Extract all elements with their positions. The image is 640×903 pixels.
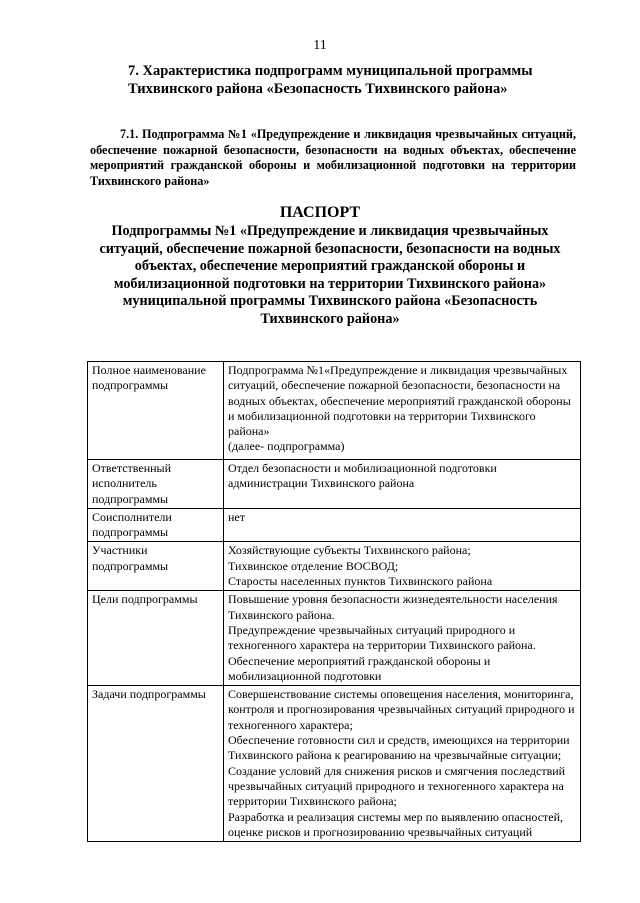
table-row bbox=[88, 686, 581, 842]
table-row bbox=[88, 460, 581, 509]
content-line: Создание условий для снижения рисков и смягчения последствий чрезвычайных ситуаций природного и техногенного характера на территории Тихвинского района; bbox=[228, 763, 566, 809]
content-line: Старосты населенных пунктов Тихвинского района bbox=[228, 574, 493, 589]
row-content bbox=[224, 591, 581, 686]
page-number: 11 bbox=[313, 38, 327, 53]
content-line: Хозяйствующие субъекты Тихвинского района; bbox=[228, 543, 471, 558]
content-line: Подпрограмма №1«Предупреждение и ликвидация чрезвычайных ситуаций, обеспечение пожарной безопасности, безопасности на водных объектах, обеспечение мероприятий гражданской обороны и мобилизационной подготовки на территории Тихвинского района» bbox=[228, 363, 571, 439]
row-label: Задачи подпрограммы bbox=[88, 686, 224, 842]
passport-table bbox=[87, 361, 581, 842]
passport-subtitle: Подпрограммы №1 «Предупреждение и ликвидация чрезвычайных ситуаций, обеспечение пожарной безопасности, безопасности на водных объектах, обеспечение мероприятий гражданской обороны и мобилизационной подготовки на территории Тихвинского района» муниципальной программы Тихвинского района «Безопасность Тихвинского района» bbox=[99, 223, 561, 327]
content-line: Обеспечение готовности сил и средств, имеющихся на территории Тихвинского района к реагированию на чрезвычайные ситуации; bbox=[228, 733, 570, 763]
row-label: Участники подпрограммы bbox=[88, 542, 224, 591]
table-row bbox=[88, 591, 581, 686]
row-label: Ответственный исполнитель подпрограммы bbox=[88, 460, 224, 509]
row-content bbox=[224, 362, 581, 460]
row-label: Цели подпрограммы bbox=[88, 591, 224, 686]
row-label: Соисполнители подпрограммы bbox=[88, 508, 224, 542]
content-line: Совершенствование системы оповещения населения, мониторинга, контроля и прогнозирования чрезвычайных ситуаций природного и техногенного характера; bbox=[228, 687, 575, 732]
content-line: Повышение уровня безопасности жизнедеятельности населения Тихвинского района. bbox=[228, 592, 558, 622]
content-line: нет bbox=[228, 509, 245, 524]
row-content bbox=[224, 508, 581, 542]
content-line: Разработка и реализация системы мер по выявлению опасностей, оценке рисков и прогнозированию чрезвычайных ситуаций bbox=[228, 809, 564, 839]
content-line: (далее- подпрограмма) bbox=[228, 439, 345, 454]
section-heading: 7. Характеристика подпрограмм муниципальной программы Тихвинского района «Безопасность Тихвинского района» bbox=[128, 63, 533, 97]
row-content bbox=[224, 542, 581, 591]
content-line: Предупреждение чрезвычайных ситуаций природного и техногенного характера на территории Тихвинского района. bbox=[228, 622, 536, 653]
table-row bbox=[88, 362, 581, 460]
content-line: Отдел безопасности и мобилизационной подготовки администрации Тихвинского района bbox=[228, 461, 497, 491]
table-row bbox=[88, 542, 581, 591]
row-content bbox=[224, 686, 581, 842]
row-content bbox=[224, 460, 581, 509]
content-line: Тихвинское отделение ВОСВОД; bbox=[228, 558, 399, 573]
row-label: Полное наименование подпрограммы bbox=[88, 362, 224, 460]
content-line: Обеспечение мероприятий гражданской обороны и мобилизационной подготовки bbox=[228, 653, 491, 683]
subsection-paragraph: 7.1. Подпрограмма №1 «Предупреждение и ликвидация чрезвычайных ситуаций, обеспечение пожарной безопасности, безопасности на водных объектах, обеспечение мероприятий гражданской обороны и мобилизационной подготовки на территории Тихвинского района» bbox=[90, 127, 576, 188]
passport-title: ПАСПОРТ bbox=[279, 204, 361, 221]
table-row bbox=[88, 508, 581, 542]
